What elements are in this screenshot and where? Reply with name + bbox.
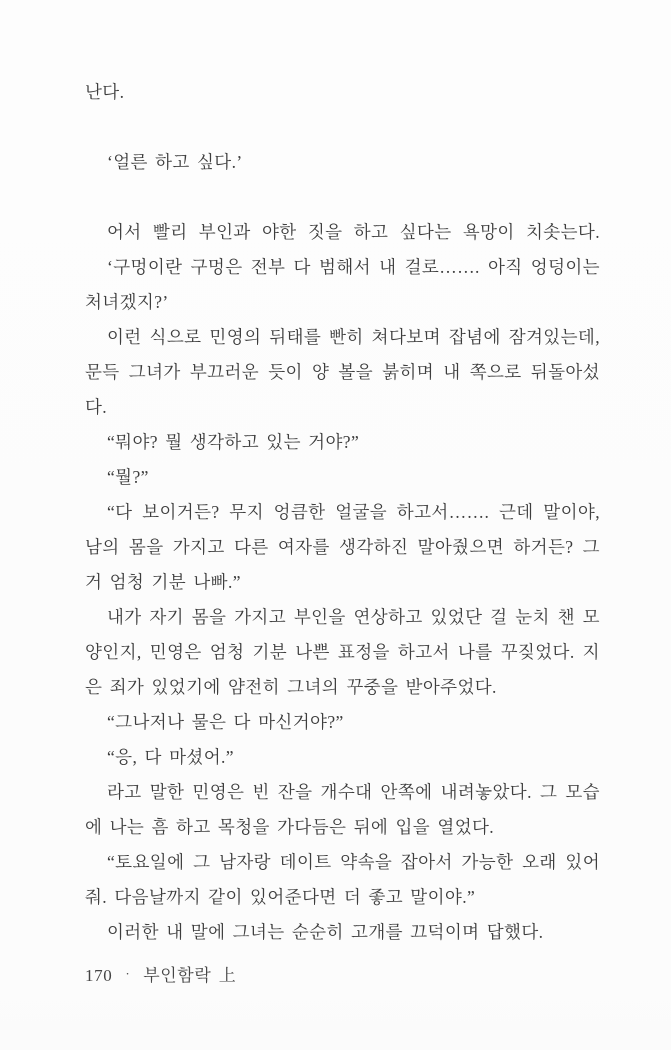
text-line: “토요일에 그 남자랑 데이트 약속을 잡아서 가능한 오래 있어	[107, 852, 600, 872]
text-lines	[85, 75, 600, 950]
text-line: “다 보이거든? 무지 엉큼한 얼굴을 하고서……. 근데 말이야,	[107, 502, 600, 522]
text-line: 난다.	[85, 82, 125, 102]
text-line: “응, 다 마셨어.”	[107, 747, 234, 767]
text-line: “뭐야? 뭘 생각하고 있는 거야?”	[107, 432, 360, 452]
text-line: 이런 식으로 민영의 뒤태를 빤히 쳐다보며 잡념에 잠겨있는데,	[107, 327, 600, 347]
text-line: 처녀겠지?’	[85, 292, 169, 312]
text-line: 어서 빨리 부인과 야한 짓을 하고 싶다는 욕망이 치솟는다.	[107, 222, 600, 242]
blank-line	[85, 110, 600, 145]
text-line: ‘구멍이란 구멍은 전부 다 범해서 내 걸로……. 아직 엉덩이는	[107, 257, 600, 277]
page-number: 170	[85, 966, 113, 985]
text-line: 이러한 내 말에 그녀는 순순히 고개를 끄덕이며 답했다.	[107, 922, 544, 942]
text-line: 문득 그녀가 부끄러운 듯이 양 볼을 붉히며 내 쪽으로 뒤돌아섰	[85, 362, 600, 382]
text-line: 에 나는 흠 하고 목청을 가다듬은 뒤에 입을 열었다.	[85, 817, 495, 837]
book-title: 부인함락 上	[143, 966, 237, 985]
text-line: 양인지, 민영은 엄청 기분 나쁜 표정을 하고서 나를 꾸짖었다. 지	[85, 642, 600, 662]
text-line: 라고 말한 민영은 빈 잔을 개수대 안쪽에 내려놓았다. 그 모습	[107, 782, 600, 802]
text-line: 은 죄가 있었기에 얌전히 그녀의 꾸중을 받아주었다.	[85, 677, 497, 697]
text-line: “뭘?”	[107, 467, 149, 487]
footer-separator-dot: ·	[125, 966, 131, 981]
text-line: 다.	[85, 397, 108, 417]
text-line: ‘얼른 하고 싶다.’	[107, 152, 243, 172]
text-line: “그나저나 물은 다 마신거야?”	[107, 712, 344, 732]
blank-line	[85, 180, 600, 215]
text-line: 남의 몸을 가지고 다른 여자를 생각하진 말아줬으면 하거든? 그	[85, 537, 600, 557]
text-line: 내가 자기 몸을 가지고 부인을 연상하고 있었단 걸 눈치 챈 모	[107, 607, 600, 627]
text-line: 거 엄청 기분 나빠.”	[85, 572, 241, 592]
text-line: 줘. 다음날까지 같이 있어준다면 더 좋고 말이야.”	[85, 887, 476, 907]
page-footer	[85, 958, 600, 993]
